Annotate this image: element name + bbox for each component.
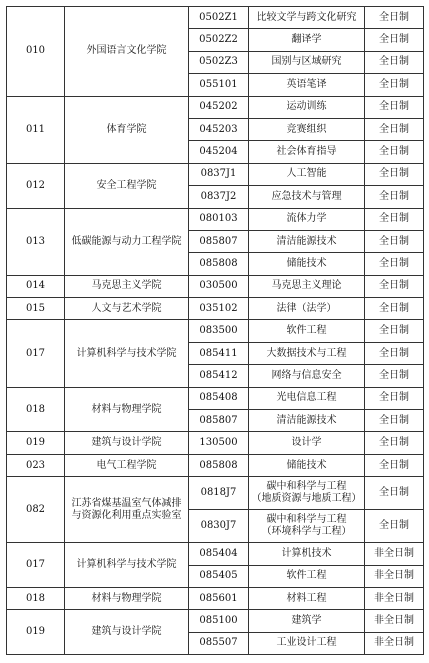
study-mode-cell: 全日制 [365,410,424,432]
college-name-cell: 江苏省煤基温室气体减排与资源化利用重点实验室 [65,477,189,543]
college-name-cell: 外国语言文化学院 [65,7,189,97]
table-row [7,543,424,565]
college-name-cell: 马克思主义学院 [65,275,189,297]
major-name-cell: 社会体育指导 [249,141,365,163]
study-mode-cell: 全日制 [365,96,424,118]
study-mode-cell: 全日制 [365,186,424,208]
major-code-cell: 0837J1 [189,163,249,185]
college-name-cell: 体育学院 [65,96,189,163]
college-code-cell: 013 [7,208,65,275]
table-row [7,454,424,476]
table-row [7,298,424,320]
major-note-text: （地质资源与地质工程） [251,493,362,505]
study-mode-cell: 全日制 [365,510,424,543]
study-mode-cell: 非全日制 [365,632,424,654]
college-code-cell: 019 [7,432,65,454]
table-row [7,163,424,185]
college-name-cell: 建筑与设计学院 [65,610,189,655]
major-code-cell: 0502Z1 [189,7,249,29]
major-name-cell: 材料工程 [249,587,365,609]
major-code-cell: 130500 [189,432,249,454]
major-name-cell: 光电信息工程 [249,387,365,409]
study-mode-cell: 非全日制 [365,565,424,587]
study-mode-cell: 全日制 [365,74,424,96]
major-name-cell: 竞赛组织 [249,118,365,140]
major-code-cell: 0502Z3 [189,51,249,73]
major-code-cell: 085808 [189,253,249,275]
college-name-cell: 建筑与设计学院 [65,432,189,454]
major-code-cell: 045202 [189,96,249,118]
major-name-cell: 流体力学 [249,208,365,230]
study-mode-cell: 非全日制 [365,543,424,565]
major-name-cell: 储能技术 [249,454,365,476]
study-mode-cell: 全日制 [365,51,424,73]
study-mode-cell: 非全日制 [365,610,424,632]
major-code-cell: 0837J2 [189,186,249,208]
college-name-cell: 计算机科学与技术学院 [65,320,189,387]
study-mode-cell: 非全日制 [365,587,424,609]
major-name-cell: 软件工程 [249,320,365,342]
major-code-cell: 030500 [189,275,249,297]
study-mode-cell: 全日制 [365,163,424,185]
college-name-cell: 人文与艺术学院 [65,298,189,320]
major-name-cell: 人工智能 [249,163,365,185]
college-code-cell: 018 [7,387,65,432]
major-code-cell: 085405 [189,565,249,587]
college-code-cell: 012 [7,163,65,208]
major-name-cell: 设计学 [249,432,365,454]
college-code-cell: 023 [7,454,65,476]
major-name-cell: 比较文学与跨文化研究 [249,7,365,29]
college-code-cell: 011 [7,96,65,163]
college-code-cell: 017 [7,320,65,387]
college-name-cell: 低碳能源与动力工程学院 [65,208,189,275]
study-mode-cell: 全日制 [365,7,424,29]
major-code-cell: 035102 [189,298,249,320]
major-note-text: （环境科学与工程） [261,526,352,538]
study-mode-cell: 全日制 [365,477,424,510]
study-mode-cell: 全日制 [365,29,424,51]
major-code-cell: 083500 [189,320,249,342]
major-name-cell: 建筑学 [249,610,365,632]
study-mode-cell: 全日制 [365,298,424,320]
college-code-cell: 010 [7,7,65,97]
college-code-cell: 017 [7,543,65,588]
study-mode-cell: 全日制 [365,208,424,230]
study-mode-cell: 全日制 [365,365,424,387]
study-mode-cell: 全日制 [365,454,424,476]
major-name-cell [249,477,365,510]
major-code-cell: 085411 [189,342,249,364]
major-code-cell: 085408 [189,387,249,409]
major-code-cell: 085412 [189,365,249,387]
study-mode-cell: 全日制 [365,320,424,342]
table-body [7,7,424,655]
major-code-cell: 085807 [189,410,249,432]
major-code-cell: 0502Z2 [189,29,249,51]
major-name-text: 碳中和科学与工程 [266,481,347,493]
study-mode-cell: 全日制 [365,432,424,454]
major-name-cell: 国别与区域研究 [249,51,365,73]
major-name-cell: 大数据技术与工程 [249,342,365,364]
major-code-cell: 085507 [189,632,249,654]
college-code-cell: 082 [7,477,65,543]
major-name-cell: 英语笔译 [249,74,365,96]
major-name-cell: 软件工程 [249,565,365,587]
study-mode-cell: 全日制 [365,275,424,297]
major-name-cell: 马克思主义理论 [249,275,365,297]
major-name-cell [249,510,365,543]
major-name-cell: 法律（法学） [249,298,365,320]
major-name-cell: 网络与信息安全 [249,365,365,387]
major-code-cell: 045203 [189,118,249,140]
college-code-cell: 019 [7,610,65,655]
major-name-cell: 计算机技术 [249,543,365,565]
table-row [7,96,424,118]
table-row [7,387,424,409]
college-code-cell: 014 [7,275,65,297]
major-code-cell: 045204 [189,141,249,163]
major-name-cell: 清洁能源技术 [249,230,365,252]
major-code-cell: 0830J7 [189,510,249,543]
major-code-cell: 080103 [189,208,249,230]
major-name-text: 碳中和科学与工程 [266,514,347,526]
study-mode-cell: 全日制 [365,230,424,252]
program-table [6,6,424,655]
major-name-cell: 翻译学 [249,29,365,51]
major-code-cell: 0818J7 [189,477,249,510]
major-name-cell: 运动训练 [249,96,365,118]
major-name-cell: 应急技术与管理 [249,186,365,208]
college-name-cell: 材料与物理学院 [65,587,189,609]
major-code-cell: 085807 [189,230,249,252]
study-mode-cell: 全日制 [365,253,424,275]
table-row [7,7,424,29]
study-mode-cell: 全日制 [365,387,424,409]
major-code-cell: 085404 [189,543,249,565]
table-row [7,477,424,510]
table-row [7,208,424,230]
major-code-cell: 055101 [189,74,249,96]
major-code-cell: 085808 [189,454,249,476]
major-name-cell: 储能技术 [249,253,365,275]
major-code-cell: 085100 [189,610,249,632]
table-row [7,610,424,632]
table-row [7,320,424,342]
study-mode-cell: 全日制 [365,141,424,163]
study-mode-cell: 全日制 [365,342,424,364]
college-name-cell: 计算机科学与技术学院 [65,543,189,588]
table-row [7,432,424,454]
study-mode-cell: 全日制 [365,118,424,140]
major-code-cell: 085601 [189,587,249,609]
college-name-cell: 安全工程学院 [65,163,189,208]
college-name-cell: 电气工程学院 [65,454,189,476]
major-name-cell: 工业设计工程 [249,632,365,654]
college-code-cell: 018 [7,587,65,609]
table-row [7,275,424,297]
college-name-cell: 材料与物理学院 [65,387,189,432]
college-code-cell: 015 [7,298,65,320]
major-name-cell: 清洁能源技术 [249,410,365,432]
table-row [7,587,424,609]
